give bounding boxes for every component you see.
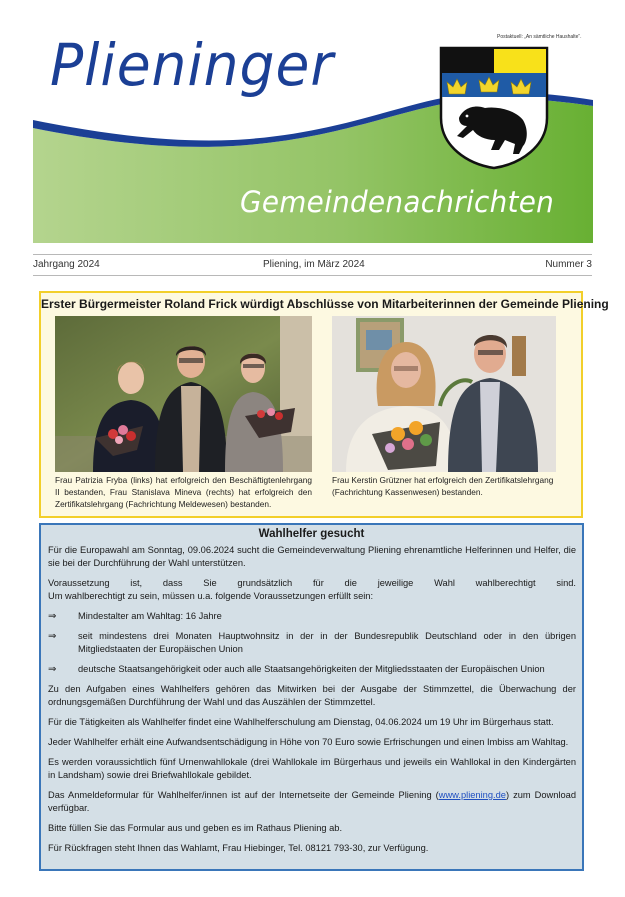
volume-label: Jahrgang 2024: [33, 259, 100, 270]
notice-training: Für die Tätigkeiten als Wahlhelfer findet eine Wahlhelferschulung am Dienstag, 04.06.2024 um 19 Uhr im Bürgerhaus statt.: [48, 717, 554, 727]
arrow-icon: ⇒: [48, 611, 57, 622]
arrow-icon: ⇒: [48, 631, 57, 642]
feature-photo-2: [332, 316, 556, 472]
notice-requirements: [48, 577, 576, 603]
notice-tasks: Zu den Aufgaben eines Wahlhelfers gehören das Mitwirken bei der Ausgabe der Stimmzettel, die Überwachung der ordnungsgemäßen Durchführung der Wahl und das Auszählen der Stimmzettel.: [48, 684, 576, 707]
feature-photo-2-caption: Frau Kerstin Grützner hat erfolgreich den Zertifikatslehrgang (Fachrichtung Kassenwesen) bestanden.: [332, 475, 554, 497]
issue-info-bar: [33, 254, 592, 276]
masthead-title: Plieninger: [50, 31, 334, 99]
postal-note: Postaktuell: „An sämtliche Haushalte“.: [497, 34, 582, 40]
website-link[interactable]: www.pliening.de: [438, 790, 506, 800]
feature-article: [39, 291, 609, 518]
notice-compensation: Jeder Wahlhelfer erhält eine Aufwandsentschädigung in Höhe von 70 Euro sowie Erfrischungen und einen Imbiss am Wahltag.: [48, 737, 569, 747]
feature-photo-1: [55, 316, 312, 472]
notice-form: Das Anmeldeformular für Wahlhelfer/innen ist auf der Internetseite der Gemeinde Pliening (www.pliening.de) zum Download verfügbar.: [48, 790, 577, 813]
place-date-label: Pliening, im März 2024: [263, 259, 365, 270]
requirement-line-1: Voraussetzung ist, dass Sie grundsätzlich für die jeweilige Wahl wahlberechtigt sind.: [48, 578, 576, 588]
coat-of-arms-icon: [439, 46, 549, 170]
notice-title: Wahlhelfer gesucht: [258, 528, 365, 540]
requirement-bullet: ⇒ seit mindestens drei Monaten Hauptwohnsitz in der in der Bundesrepublik Deutschland oder in den übrigen Mitgliedstaaten der Europäischen Union: [48, 631, 576, 654]
feature-photo-1-caption: Frau Patrizia Fryba (links) hat erfolgreich den Beschäftigtenlehrgang II bestanden, Frau Stanislava Mineva (rechts) hat erfolgreich den Zertifikatslehrgang (Fachrichtung Meldewesen) bestanden.: [55, 475, 312, 509]
issue-number-label: Nummer 3: [545, 259, 592, 270]
notice-contact: Für Rückfragen steht Ihnen das Wahlamt, Frau Hiebinger, Tel. 08121 793-30, zur Verfügung.: [48, 843, 429, 853]
requirement-bullet: ⇒ deutsche Staatsangehörigkeit oder auch alle Staatsangehörigkeiten der Mitgliedsstaaten der Europäischen Union: [48, 664, 545, 675]
notice-submit: Bitte füllen Sie das Formular aus und geben es im Rathaus Pliening ab.: [48, 823, 343, 833]
election-helpers-notice: [39, 523, 584, 871]
arrow-icon: ⇒: [48, 664, 57, 675]
notice-intro: Für die Europawahl am Sonntag, 09.06.2024 sucht die Gemeindeverwaltung Pliening ehrenamtliche Helferinnen und Helfer, die sie bei der Durchführung der Wahl unterstützen.: [48, 545, 576, 568]
requirement-bullet: ⇒ Mindestalter am Wahltag: 16 Jahre: [48, 611, 222, 622]
masthead-subtitle: Gemeindenachrichten: [240, 185, 555, 219]
feature-title: Erster Bürgermeister Roland Frick würdigt Abschlüsse von Mitarbeiterinnen der Gemeinde Pliening: [41, 297, 609, 311]
notice-locations: Es werden voraussichtlich fünf Urnenwahllokale (drei Wahllokale im Bürgerhaus und jeweils ein Wahllokal in den Kindergärten in Landsham) sowie drei Briefwahllokale gebildet.: [48, 757, 576, 780]
requirement-line-2: Um wahlberechtigt zu sein, müssen u.a. folgende Voraussetzungen erfüllt sein:: [48, 591, 374, 601]
